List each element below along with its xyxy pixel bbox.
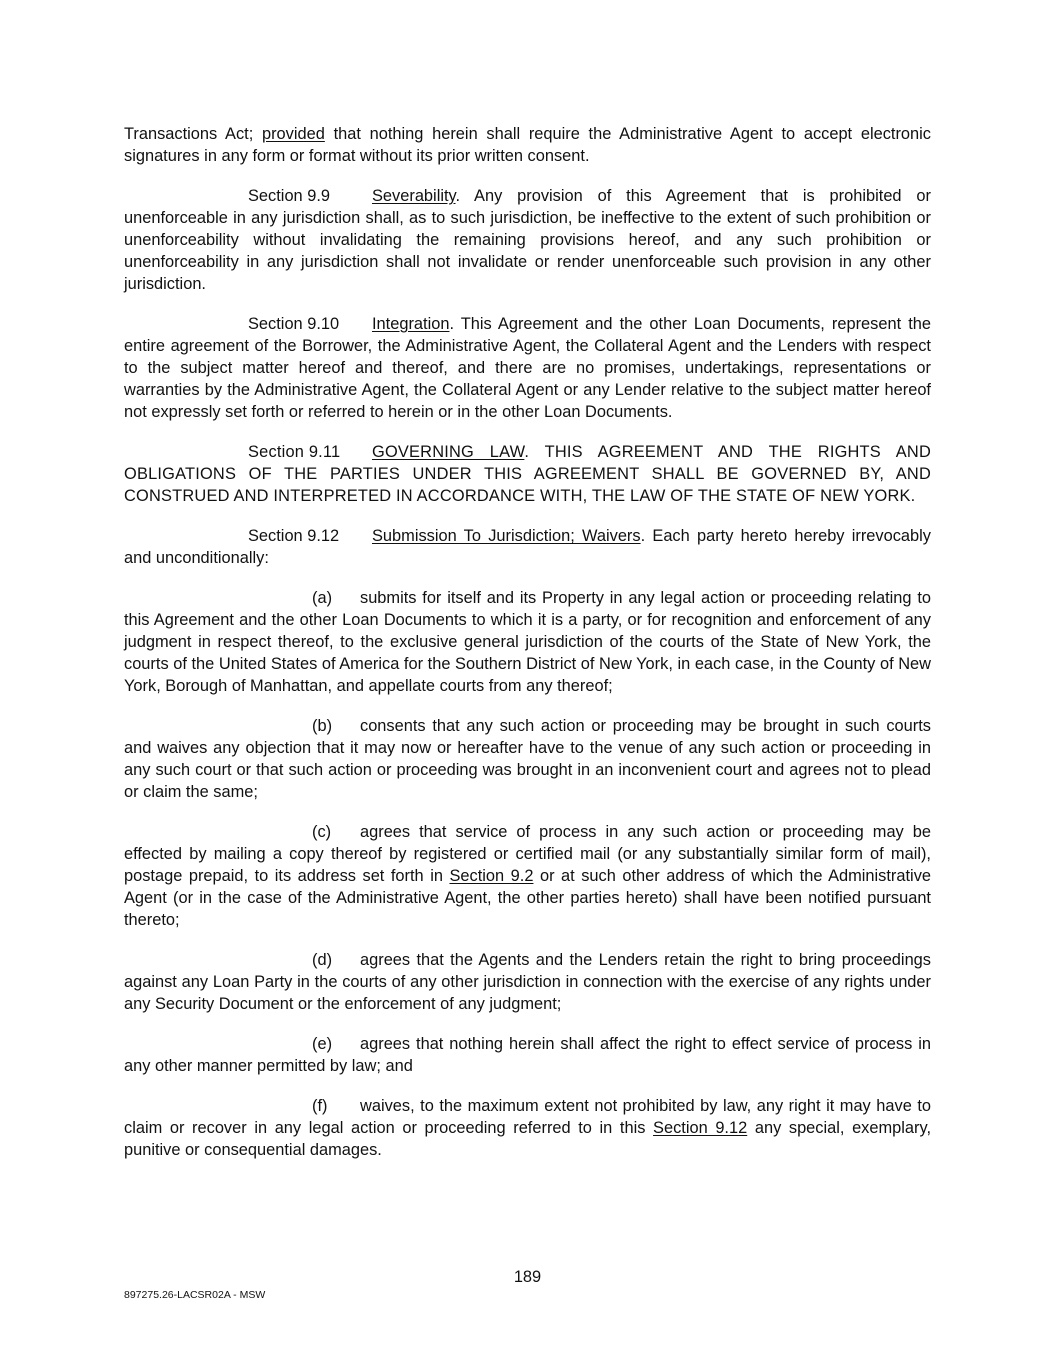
clause-label: (f) bbox=[312, 1097, 328, 1115]
section-9-11 bbox=[124, 441, 931, 507]
section-9-2-reference: Section 9.2 bbox=[449, 867, 534, 885]
section-text: . Each party hereto hereby irrevocably and unconditionally: bbox=[124, 527, 931, 567]
clause-c bbox=[124, 821, 931, 931]
document-body bbox=[124, 123, 931, 1179]
section-text: . This Agreement and the other Loan Documents, represent the entire agreement of the Borrower, the Administrative Agent, the Collateral Agent and the Lenders with respect to the subject matter hereof and thereof, and there are no promises, undertakings, representations or warranties by the Administrative Agent, the Collateral Agent or any Lender relative to the subject matter hereof not expressly set forth or referred to herein or in the other Loan Documents. bbox=[124, 315, 931, 421]
clause-text-post: any special, exemplary, punitive or consequential damages. bbox=[124, 1119, 932, 1159]
clause-e bbox=[124, 1033, 931, 1077]
clause-label: (e) bbox=[312, 1035, 333, 1053]
clause-text: agrees that nothing herein shall affect the right to effect service of process in any other manner permitted by law; and bbox=[124, 1035, 931, 1075]
section-9-12-reference: Section 9.12 bbox=[653, 1119, 748, 1137]
clause-label: (b) bbox=[312, 717, 333, 735]
intro-paragraph bbox=[124, 123, 931, 167]
section-9-10 bbox=[124, 313, 931, 423]
intro-text-pre: Transactions Act; bbox=[124, 125, 262, 143]
section-title: GOVERNING LAW bbox=[372, 443, 525, 461]
section-title: Submission To Jurisdiction; Waivers bbox=[372, 527, 641, 545]
section-9-9 bbox=[124, 185, 931, 295]
clause-text: consents that any such action or proceeding may be brought in such courts and waives any objection that it may now or hereafter have to the venue of any such action or proceeding in any such court or that such action or proceeding was brought in an inconvenient court and agrees not to plead or claim the same; bbox=[124, 717, 931, 801]
clause-text-post: or at such other address of which the Administrative Agent (or in the case of the Administrative Agent, the other parties hereto) shall have been notified pursuant thereto; bbox=[124, 867, 931, 929]
clause-a bbox=[124, 587, 931, 697]
clause-text: submits for itself and its Property in any legal action or proceeding relating to this Agreement and the other Loan Documents to which it is a party, or for recognition and enforcement of any judgment in respect thereof, to the exclusive general jurisdiction of the courts of the State of New York, the courts of the United States of America for the Southern District of New York, in each case, in the County of New York, Borough of Manhattan, and appellate courts from any thereof; bbox=[124, 589, 931, 695]
section-9-12 bbox=[124, 525, 931, 569]
section-text: . Any provision of this Agreement that is prohibited or unenforceable in any jurisdiction shall, as to such jurisdiction, be ineffective to the extent of such prohibition or unenforceability without invalidating the remaining provisions hereof, and any such prohibition or unenforceability in any jurisdiction shall not invalidate or render unenforceable such provision in any other jurisdiction. bbox=[124, 187, 931, 293]
intro-text-post: that nothing herein shall require the Administrative Agent to accept electronic signatures in any form or format without its prior written consent. bbox=[124, 125, 931, 165]
clause-d bbox=[124, 949, 931, 1015]
clause-label: (d) bbox=[312, 951, 333, 969]
clause-f bbox=[124, 1095, 931, 1161]
page-number: 189 bbox=[513, 1268, 542, 1286]
clause-text-pre: waives, to the maximum extent not prohibited by law, any right it may have to claim or recover in any legal action or proceeding referred to in this bbox=[124, 1097, 931, 1137]
section-text: . THIS AGREEMENT AND THE RIGHTS AND OBLIGATIONS OF THE PARTIES UNDER THIS AGREEMENT SHALL BE GOVERNED BY, AND CONSTRUED AND INTERPRETED IN ACCORDANCE WITH, THE LAW OF THE STATE OF NEW YORK. bbox=[124, 443, 931, 505]
section-title: Severability bbox=[372, 187, 456, 205]
section-number: Section 9.10 bbox=[248, 315, 340, 333]
section-number: Section 9.12 bbox=[248, 527, 340, 545]
clause-text-pre: agrees that service of process in any such action or proceeding may be effected by mailing a copy thereof by registered or certified mail (or any substantially similar form of mail), postage prepaid, to its address set forth in bbox=[124, 823, 931, 885]
document-id: 897275.26-LACSR02A - MSW bbox=[124, 1289, 266, 1301]
clause-b bbox=[124, 715, 931, 803]
clause-text: agrees that the Agents and the Lenders retain the right to bring proceedings against any Loan Party in the courts of any other jurisdiction in connection with the exercise of any rights under any Security Document or the enforcement of any judgment; bbox=[124, 951, 931, 1013]
section-title: Integration bbox=[372, 315, 450, 333]
section-number: Section 9.9 bbox=[248, 187, 331, 205]
provided-term: provided bbox=[261, 125, 325, 143]
clause-label: (c) bbox=[312, 823, 332, 841]
section-number: Section 9.11 bbox=[248, 443, 341, 461]
clause-label: (a) bbox=[312, 589, 333, 607]
